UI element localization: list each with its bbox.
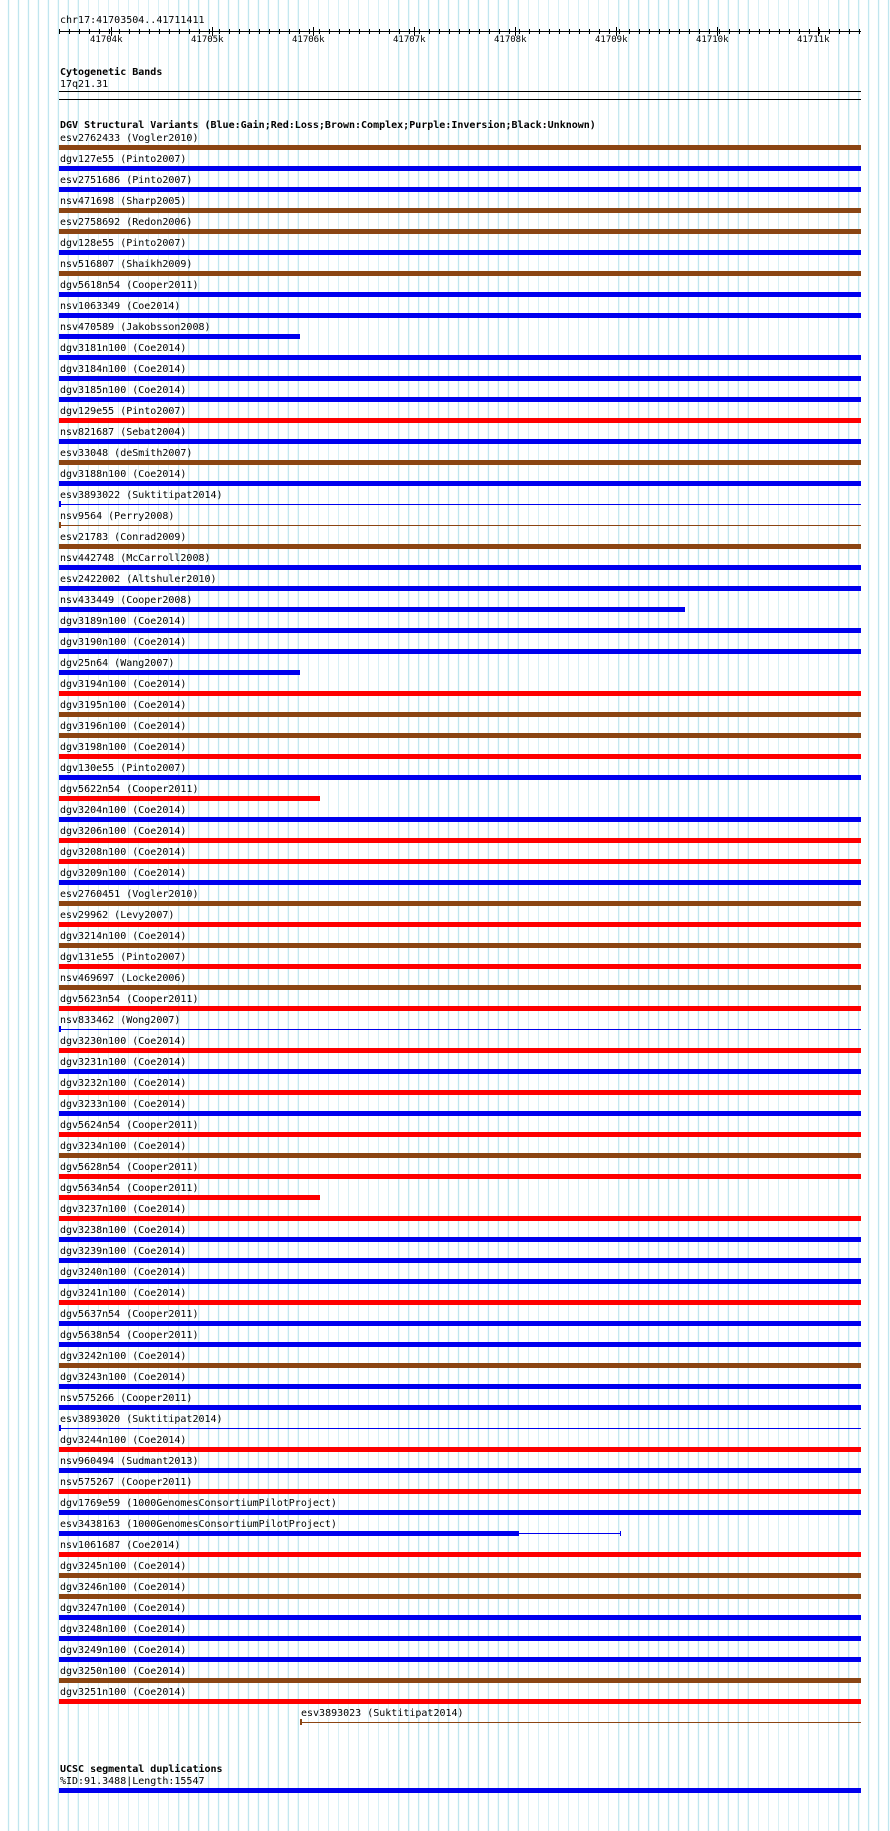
dgv-feature-bar[interactable] xyxy=(59,460,861,465)
dgv-feature-label[interactable]: dgv3234n100 (Coe2014) xyxy=(60,1141,187,1152)
dgv-feature-label[interactable]: dgv3208n100 (Coe2014) xyxy=(60,847,187,858)
dgv-feature-label[interactable]: esv3438163 (1000GenomesConsortiumPilotProject) xyxy=(60,1519,337,1530)
dgv-feature-label[interactable]: dgv3204n100 (Coe2014) xyxy=(60,805,187,816)
dgv-feature-bar[interactable] xyxy=(59,1321,861,1326)
dgv-feature-label[interactable]: dgv3194n100 (Coe2014) xyxy=(60,679,187,690)
dgv-feature-label[interactable]: esv3893023 (Suktitipat2014) xyxy=(301,1708,464,1719)
dgv-feature-label[interactable]: nsv575266 (Cooper2011) xyxy=(60,1393,193,1404)
dgv-feature-bar[interactable] xyxy=(59,1195,320,1200)
dgv-feature-label[interactable]: esv21783 (Conrad2009) xyxy=(60,532,187,543)
ruler-minor-tick xyxy=(469,29,470,34)
dgv-feature-label[interactable]: dgv5637n54 (Cooper2011) xyxy=(60,1309,199,1320)
dgv-feature-bar[interactable] xyxy=(59,1237,861,1242)
dgv-feature-bar[interactable] xyxy=(59,628,861,633)
dgv-feature-start-cap xyxy=(59,501,61,507)
ruler-minor-tick xyxy=(359,29,360,34)
dgv-feature-label[interactable]: dgv129e55 (Pinto2007) xyxy=(60,406,187,417)
dgv-feature-label[interactable]: dgv131e55 (Pinto2007) xyxy=(60,952,187,963)
dgv-feature-bar[interactable] xyxy=(300,1722,861,1723)
ruler-minor-tick xyxy=(499,29,500,34)
ruler-minor-tick xyxy=(79,29,80,34)
dgv-feature-label[interactable]: dgv3239n100 (Coe2014) xyxy=(60,1246,187,1257)
ruler-minor-tick xyxy=(139,29,140,34)
dgv-feature-bar[interactable] xyxy=(59,1174,861,1179)
ruler-minor-tick xyxy=(209,29,210,34)
ruler-minor-tick xyxy=(689,29,690,34)
ruler-minor-tick xyxy=(649,29,650,34)
dgv-feature-label[interactable]: dgv3238n100 (Coe2014) xyxy=(60,1225,187,1236)
ruler-minor-tick xyxy=(459,29,460,34)
dgv-feature-label[interactable]: esv2760451 (Vogler2010) xyxy=(60,889,199,900)
ruler-minor-tick xyxy=(609,29,610,34)
dgv-feature-label[interactable]: dgv3231n100 (Coe2014) xyxy=(60,1057,187,1068)
dgv-feature-label[interactable]: nsv516807 (Shaikh2009) xyxy=(60,259,193,270)
dgv-feature-bar[interactable] xyxy=(59,1531,519,1536)
ruler-minor-tick xyxy=(419,29,420,34)
dgv-feature-label[interactable]: dgv3247n100 (Coe2014) xyxy=(60,1603,187,1614)
ruler-minor-tick xyxy=(659,29,660,34)
dgv-feature-bar[interactable] xyxy=(59,313,861,318)
dgv-feature-label[interactable]: dgv5634n54 (Cooper2011) xyxy=(60,1183,199,1194)
dgv-feature-bar[interactable] xyxy=(59,1090,861,1095)
ruler-minor-tick xyxy=(839,29,840,34)
ruler-minor-tick xyxy=(229,29,230,34)
dgv-feature-label[interactable]: esv3893020 (Suktitipat2014) xyxy=(60,1414,223,1425)
dgv-feature-bar[interactable] xyxy=(59,754,861,759)
ruler-minor-tick xyxy=(69,29,70,34)
dgv-feature-bar[interactable] xyxy=(59,1069,861,1074)
dgv-feature-label[interactable]: dgv3209n100 (Coe2014) xyxy=(60,868,187,879)
dgv-feature-bar[interactable] xyxy=(59,1153,861,1158)
dgv-feature-bar[interactable] xyxy=(59,1300,861,1305)
ruler-minor-tick xyxy=(579,29,580,34)
ruler-minor-tick xyxy=(739,29,740,34)
dgv-feature-label[interactable]: esv33048 (deSmith2007) xyxy=(60,448,193,459)
dgv-feature-bar[interactable] xyxy=(59,649,861,654)
dgv-feature-bar[interactable] xyxy=(59,565,861,570)
ruler-minor-tick xyxy=(429,29,430,34)
ruler-minor-tick xyxy=(549,29,550,34)
ruler-minor-tick xyxy=(799,29,800,34)
ruler-minor-tick xyxy=(699,29,700,34)
dgv-feature-label[interactable]: nsv833462 (Wong2007) xyxy=(60,1015,181,1026)
dgv-feature-end-tick xyxy=(620,1531,621,1536)
dgv-feature-label[interactable]: dgv3244n100 (Coe2014) xyxy=(60,1435,187,1446)
ruler-minor-tick xyxy=(559,29,560,34)
ruler-minor-tick xyxy=(539,29,540,34)
ruler-minor-tick xyxy=(369,29,370,34)
ruler-minor-tick xyxy=(129,29,130,34)
dgv-feature-bar[interactable] xyxy=(59,1258,861,1263)
ruler-minor-tick xyxy=(199,29,200,34)
dgv-feature-bar[interactable] xyxy=(59,504,861,505)
ruler-minor-tick xyxy=(99,29,100,34)
ruler-tick-label: 41705k xyxy=(191,35,224,45)
dgv-feature-label[interactable]: nsv960494 (Sudmant2013) xyxy=(60,1456,199,1467)
dgv-feature-bar[interactable] xyxy=(59,1468,861,1473)
dgv-feature-bar[interactable] xyxy=(59,481,861,486)
dgv-feature-label[interactable]: nsv575267 (Cooper2011) xyxy=(60,1477,193,1488)
dgv-feature-bar[interactable] xyxy=(59,1447,861,1452)
dgv-feature-label[interactable]: dgv3198n100 (Coe2014) xyxy=(60,742,187,753)
dgv-feature-bar[interactable] xyxy=(59,1363,861,1368)
dgv-feature-label[interactable]: dgv1769e59 (1000GenomesConsortiumPilotProject) xyxy=(60,1498,337,1509)
dgv-feature-label[interactable]: dgv3240n100 (Coe2014) xyxy=(60,1267,187,1278)
ruler-minor-tick xyxy=(849,29,850,34)
dgv-feature-label[interactable]: dgv3189n100 (Coe2014) xyxy=(60,616,187,627)
dgv-feature-extension-line xyxy=(519,1533,620,1534)
ruler-minor-tick xyxy=(309,29,310,34)
ruler-minor-tick xyxy=(269,29,270,34)
dgv-feature-label[interactable]: dgv5623n54 (Cooper2011) xyxy=(60,994,199,1005)
ruler-minor-tick xyxy=(819,29,820,34)
ruler-tick-label: 41708k xyxy=(494,35,527,45)
dgv-feature-bar[interactable] xyxy=(59,586,861,591)
ruler-minor-tick xyxy=(239,29,240,34)
ruler-minor-tick xyxy=(379,29,380,34)
ruler-minor-tick xyxy=(389,29,390,34)
dgv-feature-bar[interactable] xyxy=(59,397,861,402)
dgv-feature-label[interactable]: dgv3230n100 (Coe2014) xyxy=(60,1036,187,1047)
dgv-feature-label[interactable]: dgv3249n100 (Coe2014) xyxy=(60,1645,187,1656)
cytoband-label[interactable]: 17q21.31 xyxy=(60,79,109,90)
ruler-minor-tick xyxy=(729,29,730,34)
dgv-feature-bar[interactable] xyxy=(59,1636,861,1641)
ruler-minor-tick xyxy=(529,29,530,34)
dgv-feature-bar[interactable] xyxy=(59,1216,861,1221)
dgv-feature-label[interactable]: nsv442748 (McCarroll2008) xyxy=(60,553,211,564)
dgv-feature-label[interactable]: dgv3181n100 (Coe2014) xyxy=(60,343,187,354)
dgv-feature-bar[interactable] xyxy=(59,1615,861,1620)
dgv-feature-label[interactable]: dgv3185n100 (Coe2014) xyxy=(60,385,187,396)
dgv-feature-label[interactable]: dgv3242n100 (Coe2014) xyxy=(60,1351,187,1362)
ruler-minor-tick xyxy=(169,29,170,34)
dgv-feature-bar[interactable] xyxy=(59,1006,861,1011)
ruler-minor-tick xyxy=(829,29,830,34)
dgv-feature-label[interactable]: esv2758692 (Redon2006) xyxy=(60,217,193,228)
segdup-feature-bar[interactable] xyxy=(59,1788,861,1793)
dgv-feature-label[interactable]: dgv3251n100 (Coe2014) xyxy=(60,1687,187,1698)
dgv-feature-label[interactable]: nsv821687 (Sebat2004) xyxy=(60,427,187,438)
dgv-feature-bar[interactable] xyxy=(59,880,861,885)
dgv-feature-bar[interactable] xyxy=(59,1111,861,1116)
dgv-feature-label[interactable]: esv3893022 (Suktitipat2014) xyxy=(60,490,223,501)
dgv-feature-bar[interactable] xyxy=(59,838,861,843)
dgv-feature-bar[interactable] xyxy=(59,943,861,948)
dgv-feature-label[interactable]: dgv3245n100 (Coe2014) xyxy=(60,1561,187,1572)
dgv-feature-bar[interactable] xyxy=(59,1699,861,1704)
dgv-feature-bar[interactable] xyxy=(59,166,861,171)
ruler-minor-tick xyxy=(599,29,600,34)
ruler-tick-label: 41704k xyxy=(90,35,123,45)
dgv-feature-bar[interactable] xyxy=(59,670,300,675)
dgv-feature-label[interactable]: dgv3206n100 (Coe2014) xyxy=(60,826,187,837)
ruler-minor-tick xyxy=(769,29,770,34)
dgv-feature-bar[interactable] xyxy=(59,796,320,801)
dgv-feature-bar[interactable] xyxy=(59,1552,861,1557)
ruler-minor-tick xyxy=(809,29,810,34)
dgv-feature-bar[interactable] xyxy=(59,1594,861,1599)
ruler-minor-tick xyxy=(639,29,640,34)
ruler-minor-tick xyxy=(669,29,670,34)
dgv-feature-label[interactable]: dgv5624n54 (Cooper2011) xyxy=(60,1120,199,1131)
dgv-feature-bar[interactable] xyxy=(59,271,861,276)
ruler-minor-tick xyxy=(759,29,760,34)
ruler-position-label: chr17:41703504..41711411 xyxy=(60,15,205,26)
dgv-feature-label[interactable]: dgv130e55 (Pinto2007) xyxy=(60,763,187,774)
ruler-tick-label: 41706k xyxy=(292,35,325,45)
dgv-feature-bar[interactable] xyxy=(59,525,861,526)
dgv-feature-bar[interactable] xyxy=(59,901,861,906)
ruler-minor-tick xyxy=(629,29,630,34)
ruler-minor-tick xyxy=(589,29,590,34)
ruler-minor-tick xyxy=(279,29,280,34)
ruler-minor-tick xyxy=(159,29,160,34)
dgv-feature-bar[interactable] xyxy=(59,1573,861,1578)
dgv-feature-label[interactable]: dgv3246n100 (Coe2014) xyxy=(60,1582,187,1593)
dgv-feature-start-cap xyxy=(59,1425,61,1431)
ruler-minor-tick xyxy=(679,29,680,34)
dgv-feature-label[interactable]: nsv9564 (Perry2008) xyxy=(60,511,175,522)
dgv-feature-bar[interactable] xyxy=(59,1029,861,1030)
ruler-minor-tick xyxy=(119,29,120,34)
dgv-feature-label[interactable]: dgv5628n54 (Cooper2011) xyxy=(60,1162,199,1173)
ruler-tick-label: 41709k xyxy=(595,35,628,45)
dgv-feature-bar[interactable] xyxy=(59,1657,861,1662)
ruler-minor-tick xyxy=(339,29,340,34)
dgv-feature-bar[interactable] xyxy=(59,1428,861,1429)
dgv-feature-label[interactable]: dgv3190n100 (Coe2014) xyxy=(60,637,187,648)
ruler-minor-tick xyxy=(329,29,330,34)
dgv-feature-bar[interactable] xyxy=(59,922,861,927)
ruler-minor-tick xyxy=(259,29,260,34)
dgv-feature-label[interactable]: dgv3184n100 (Coe2014) xyxy=(60,364,187,375)
dgv-feature-bar[interactable] xyxy=(59,1489,861,1494)
ruler-minor-tick xyxy=(289,29,290,34)
dgv-feature-bar[interactable] xyxy=(59,355,861,360)
ruler-minor-tick xyxy=(449,29,450,34)
dgv-feature-label[interactable]: dgv127e55 (Pinto2007) xyxy=(60,154,187,165)
dgv-feature-bar[interactable] xyxy=(59,691,861,696)
ruler-minor-tick xyxy=(189,29,190,34)
dgv-feature-bar[interactable] xyxy=(59,859,861,864)
ruler-minor-tick xyxy=(109,29,110,34)
ruler-minor-tick xyxy=(569,29,570,34)
dgv-feature-start-cap xyxy=(59,522,61,528)
ruler-minor-tick xyxy=(439,29,440,34)
dgv-feature-label[interactable]: dgv3248n100 (Coe2014) xyxy=(60,1624,187,1635)
ruler-tick-label: 41711k xyxy=(797,35,830,45)
dgv-feature-bar[interactable] xyxy=(59,145,861,150)
ruler-minor-tick xyxy=(179,29,180,34)
dgv-feature-label[interactable]: dgv25n64 (Wang2007) xyxy=(60,658,175,669)
dgv-feature-label[interactable]: esv2751686 (Pinto2007) xyxy=(60,175,193,186)
dgv-feature-label[interactable]: dgv3241n100 (Coe2014) xyxy=(60,1288,187,1299)
dgv-feature-bar[interactable] xyxy=(59,208,861,213)
ruler-minor-tick xyxy=(859,29,860,34)
ruler-minor-tick xyxy=(779,29,780,34)
dgv-feature-label[interactable]: dgv3243n100 (Coe2014) xyxy=(60,1372,187,1383)
ruler-minor-tick xyxy=(349,29,350,34)
ruler-minor-tick xyxy=(89,29,90,34)
dgv-feature-label[interactable]: esv2422002 (Altshuler2010) xyxy=(60,574,217,585)
ruler-minor-tick xyxy=(409,29,410,34)
dgv-feature-label[interactable]: dgv3214n100 (Coe2014) xyxy=(60,931,187,942)
dgv-feature-bar[interactable] xyxy=(59,418,861,423)
dgv-feature-label[interactable]: esv29962 (Levy2007) xyxy=(60,910,175,921)
dgv-feature-label[interactable]: dgv3195n100 (Coe2014) xyxy=(60,700,187,711)
dgv-feature-bar[interactable] xyxy=(59,985,861,990)
dgv-feature-label[interactable]: dgv3233n100 (Coe2014) xyxy=(60,1099,187,1110)
ruler-minor-tick xyxy=(299,29,300,34)
dgv-feature-bar[interactable] xyxy=(59,1510,861,1515)
dgv-feature-bar[interactable] xyxy=(59,376,861,381)
dgv-feature-bar[interactable] xyxy=(59,817,861,822)
dgv-feature-label[interactable]: dgv3196n100 (Coe2014) xyxy=(60,721,187,732)
dgv-feature-bar[interactable] xyxy=(59,544,861,549)
dgv-feature-bar[interactable] xyxy=(59,439,861,444)
dgv-feature-label[interactable]: dgv5638n54 (Cooper2011) xyxy=(60,1330,199,1341)
cytoband-bottom-line xyxy=(59,99,861,100)
ruler-minor-tick xyxy=(219,29,220,34)
dgv-feature-bar[interactable] xyxy=(59,1342,861,1347)
ruler-minor-tick xyxy=(509,29,510,34)
dgv-feature-label[interactable]: dgv3232n100 (Coe2014) xyxy=(60,1078,187,1089)
segdup-label[interactable]: %ID:91.3488|Length:15547 xyxy=(60,1776,205,1787)
ruler-minor-tick xyxy=(519,29,520,34)
ruler-minor-tick xyxy=(149,29,150,34)
ruler-tick-label: 41710k xyxy=(696,35,729,45)
dgv-feature-bar[interactable] xyxy=(59,1678,861,1683)
ruler-minor-tick xyxy=(59,29,60,34)
cytoband-track-title: Cytogenetic Bands xyxy=(60,67,163,78)
dgv-feature-bar[interactable] xyxy=(59,1132,861,1137)
ruler-minor-tick xyxy=(249,29,250,34)
dgv-feature-bar[interactable] xyxy=(59,964,861,969)
segdup-track-title: UCSC segmental duplications xyxy=(60,1764,223,1775)
dgv-feature-bar[interactable] xyxy=(59,712,861,717)
ruler-minor-tick xyxy=(479,29,480,34)
dgv-feature-bar[interactable] xyxy=(59,1279,861,1284)
ruler-minor-tick xyxy=(489,29,490,34)
dgv-feature-label[interactable]: dgv128e55 (Pinto2007) xyxy=(60,238,187,249)
ruler-minor-tick xyxy=(719,29,720,34)
ruler-minor-tick xyxy=(399,29,400,34)
dgv-feature-label[interactable]: nsv1063349 (Coe2014) xyxy=(60,301,181,312)
dgv-feature-label[interactable]: dgv5618n54 (Cooper2011) xyxy=(60,280,199,291)
dgv-feature-bar[interactable] xyxy=(59,775,861,780)
dgv-feature-start-cap xyxy=(300,1719,302,1725)
cytoband-top-line xyxy=(59,91,861,92)
dgv-feature-bar[interactable] xyxy=(59,1384,861,1389)
dgv-feature-bar[interactable] xyxy=(59,1405,861,1410)
dgv-feature-bar[interactable] xyxy=(59,1048,861,1053)
dgv-feature-label[interactable]: nsv433449 (Cooper2008) xyxy=(60,595,193,606)
dgv-feature-bar[interactable] xyxy=(59,334,300,339)
dgv-feature-label[interactable]: nsv470589 (Jakobsson2008) xyxy=(60,322,211,333)
ruler-minor-tick xyxy=(789,29,790,34)
dgv-feature-bar[interactable] xyxy=(59,250,861,255)
dgv-feature-label[interactable]: dgv3188n100 (Coe2014) xyxy=(60,469,187,480)
dgv-feature-label[interactable]: dgv5622n54 (Cooper2011) xyxy=(60,784,199,795)
dgv-feature-bar[interactable] xyxy=(59,292,861,297)
dgv-feature-bar[interactable] xyxy=(59,733,861,738)
ruler-minor-tick xyxy=(619,29,620,34)
dgv-feature-label[interactable]: dgv3237n100 (Coe2014) xyxy=(60,1204,187,1215)
ruler-minor-tick xyxy=(319,29,320,34)
dgv-feature-bar[interactable] xyxy=(59,229,861,234)
dgv-feature-label[interactable]: nsv471698 (Sharp2005) xyxy=(60,196,187,207)
dgv-feature-start-cap xyxy=(59,1026,61,1032)
ruler-minor-tick xyxy=(709,29,710,34)
dgv-feature-label[interactable]: nsv1061687 (Coe2014) xyxy=(60,1540,181,1551)
ruler-tick-label: 41707k xyxy=(393,35,426,45)
ruler-minor-tick xyxy=(749,29,750,34)
dgv-track-title: DGV Structural Variants (Blue:Gain;Red:Loss;Brown:Complex;Purple:Inversion;Black:Unknown) xyxy=(60,120,596,131)
dgv-feature-bar[interactable] xyxy=(59,607,685,612)
dgv-feature-label[interactable]: esv2762433 (Vogler2010) xyxy=(60,133,199,144)
dgv-feature-label[interactable]: dgv3250n100 (Coe2014) xyxy=(60,1666,187,1677)
dgv-feature-bar[interactable] xyxy=(59,187,861,192)
dgv-feature-label[interactable]: nsv469697 (Locke2006) xyxy=(60,973,187,984)
